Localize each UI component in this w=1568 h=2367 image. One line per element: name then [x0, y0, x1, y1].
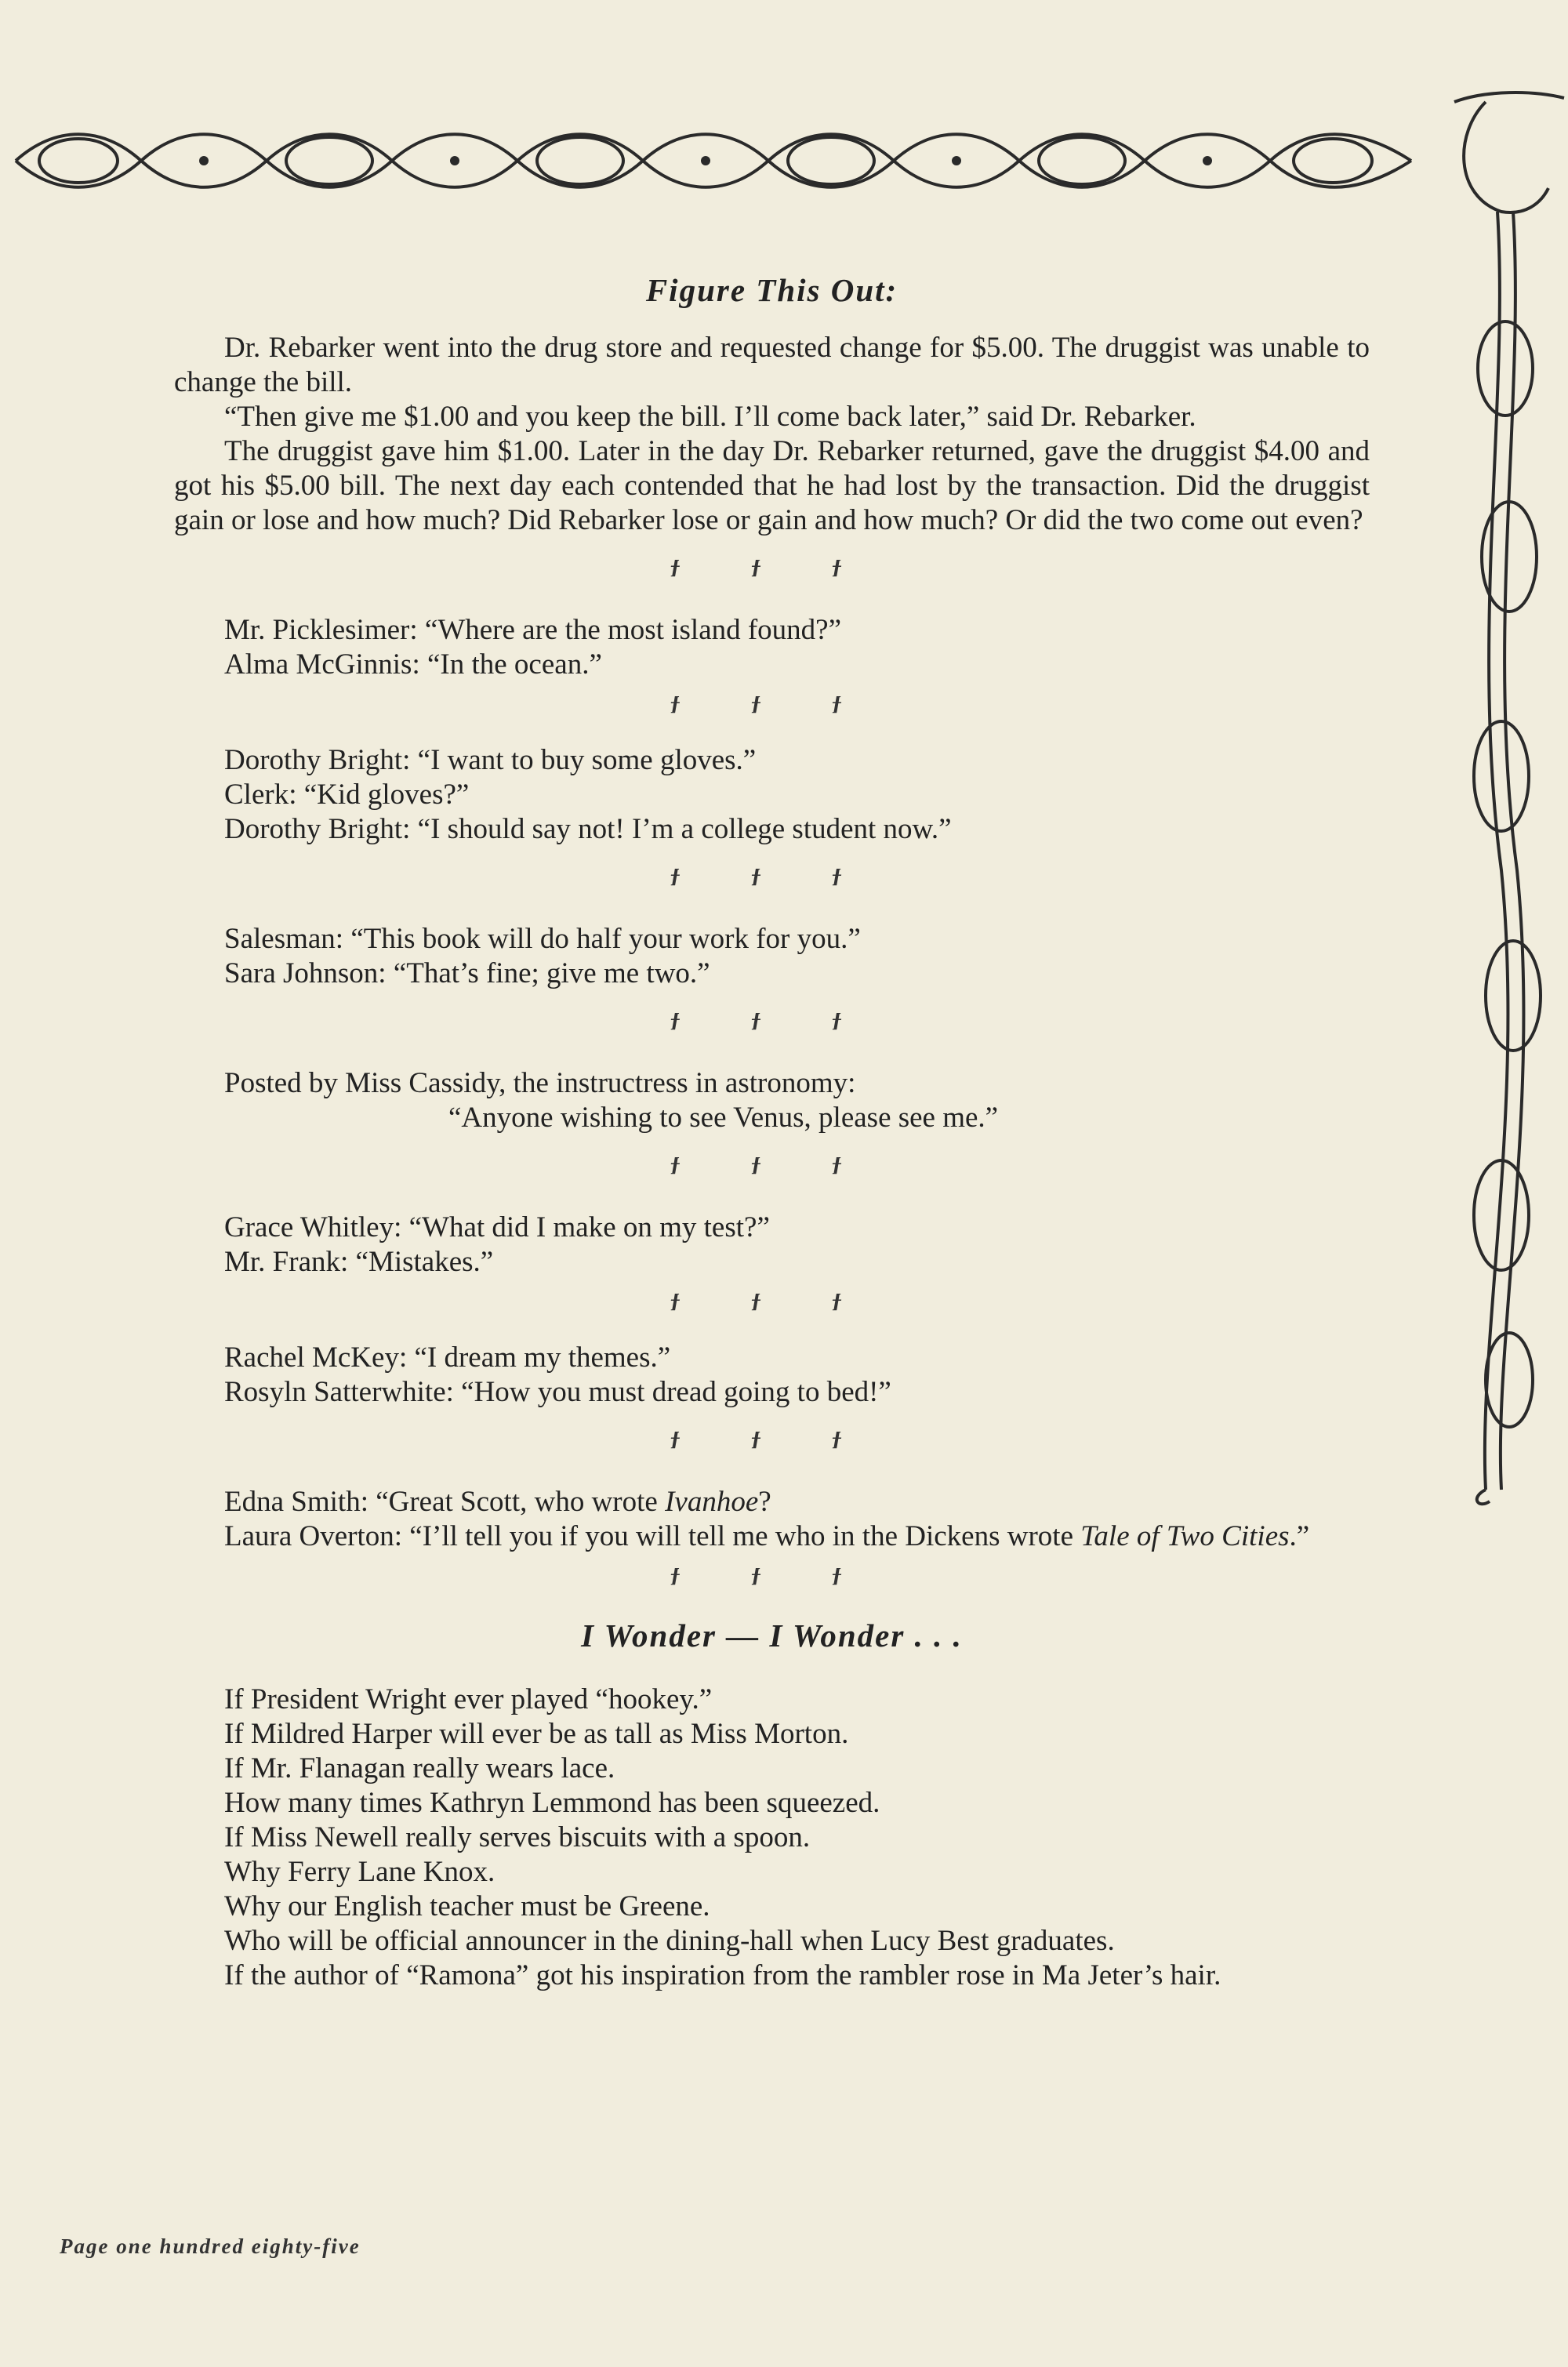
joke-line: Sara Johnson: “That’s fine; give me two.”	[224, 957, 710, 989]
separator: ϯ ϯ ϯ	[670, 1153, 874, 1179]
separator: ϯ ϯ ϯ	[670, 1009, 874, 1035]
page-number: Page one hundred eighty-five	[60, 2234, 361, 2258]
joke-line: Posted by Miss Cassidy, the instructress in astronomy:	[224, 1067, 856, 1099]
joke-line: Edna Smith: “Great Scott, who wrote Ivanhoe?	[224, 1486, 771, 1518]
joke-line: Dorothy Bright: “I want to buy some gloves.”	[224, 744, 757, 776]
joke-line: Rachel McKey: “I dream my themes.”	[224, 1341, 671, 1374]
joke-line: Laura Overton: “I’ll tell you if you will tell me who in the Dickens wrote Tale of Two Cities.”	[224, 1520, 1310, 1552]
section-title: Figure This Out:	[645, 272, 898, 308]
wonder-title: I Wonder — I Wonder . . .	[581, 1617, 963, 1654]
puzzle-paragraph: Dr. Rebarker went into the drug store and requested change for $5.00. The druggist was unable to change the bill.	[174, 332, 1370, 398]
joke-line: Salesman: “This book will do half your work for you.”	[224, 923, 861, 955]
ornamental-border-side	[1439, 86, 1568, 1513]
joke-line: “Anyone wishing to see Venus, please see me.”	[448, 1102, 999, 1134]
separator: ϯ ϯ ϯ	[670, 556, 874, 582]
ornamental-border-top	[8, 118, 1419, 204]
puzzle-paragraph: “Then give me $1.00 and you keep the bill. I’ll come back later,” said Dr. Rebarker.	[224, 401, 1196, 433]
separator: ϯ ϯ ϯ	[670, 865, 874, 891]
wonder-line: If Mr. Flanagan really wears lace.	[224, 1752, 615, 1784]
wonder-line: How many times Kathryn Lemmond has been squeezed.	[224, 1787, 880, 1819]
separator: ϯ ϯ ϯ	[670, 1564, 874, 1590]
separator: ϯ ϯ ϯ	[670, 1290, 874, 1316]
puzzle-paragraph: The druggist gave him $1.00. Later in the day Dr. Rebarker returned, gave the druggist $4.00 and got his $5.00 bill. The next day each contended that he had lost by the transaction. Did the druggist gain or lose and how much? Did Rebarker lose or gain and how much? Or did the two come out even?	[174, 435, 1370, 536]
wonder-line: Why our English teacher must be Greene.	[224, 1890, 710, 1922]
joke-line: Dorothy Bright: “I should say not! I’m a college student now.”	[224, 813, 952, 845]
joke-line: Rosyln Satterwhite: “How you must dread going to bed!”	[224, 1376, 891, 1408]
separator: ϯ ϯ ϯ	[670, 692, 874, 718]
joke-line: Clerk: “Kid gloves?”	[224, 779, 470, 811]
wonder-line: Why Ferry Lane Knox.	[224, 1856, 495, 1888]
wonder-line: If Mildred Harper will ever be as tall as Miss Morton.	[224, 1718, 849, 1750]
separator: ϯ ϯ ϯ	[670, 1428, 874, 1454]
joke-line: Alma McGinnis: “In the ocean.”	[224, 648, 602, 681]
wonder-line: If Miss Newell really serves biscuits with a spoon.	[224, 1821, 811, 1853]
joke-line: Grace Whitley: “What did I make on my test?”	[224, 1211, 770, 1243]
book-title: Tale of Two Cities	[1080, 1520, 1290, 1552]
page-content	[174, 273, 1370, 1993]
book-title: Ivanhoe	[665, 1486, 759, 1518]
wonder-line: If the author of “Ramona” got his inspiration from the rambler rose in Ma Jeter’s hair.	[224, 1959, 1221, 1991]
wonder-line: If President Wright ever played “hookey.”	[224, 1683, 713, 1715]
joke-line: Mr. Frank: “Mistakes.”	[224, 1246, 494, 1278]
wonder-line: Who will be official announcer in the dining-hall when Lucy Best graduates.	[224, 1925, 1115, 1957]
joke-line: Mr. Picklesimer: “Where are the most island found?”	[224, 614, 842, 646]
